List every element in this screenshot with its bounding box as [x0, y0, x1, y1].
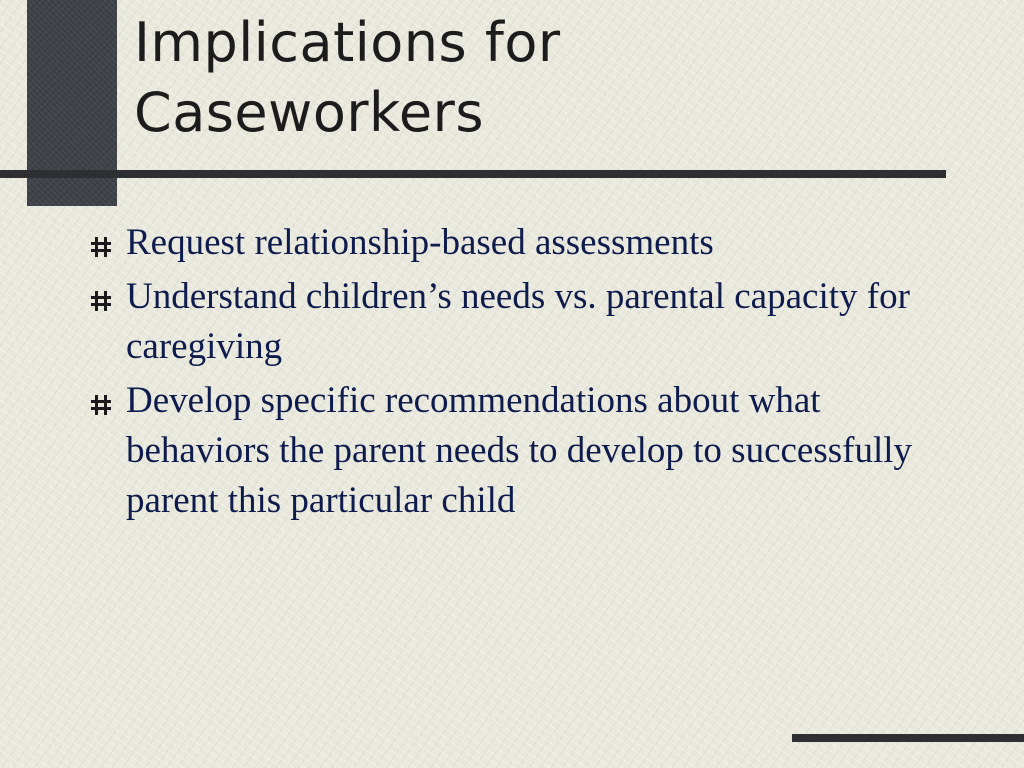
slide-title-line-2: Caseworkers — [134, 81, 484, 144]
title-underline-rule — [0, 170, 946, 178]
bullet-text: Understand children’s needs vs. parental capacity for caregiving — [126, 276, 910, 367]
bullet-text: Develop specific recommendations about what behaviors the parent needs to develop to successfully parent this particular child — [126, 380, 913, 521]
slide-title — [134, 8, 561, 148]
hash-bullet-icon — [90, 394, 112, 416]
hash-bullet-icon — [90, 236, 112, 258]
bullet-text: Request relationship-based assessments — [126, 222, 714, 263]
bottom-accent-rule — [792, 734, 1024, 742]
hash-bullet-icon — [90, 290, 112, 312]
slide-title-line-1: Implications for — [134, 11, 561, 74]
bullet-item-request-assessments — [90, 218, 960, 268]
bullet-list — [90, 218, 960, 530]
bullet-item-understand-needs — [90, 272, 960, 372]
bullet-item-develop-recommendations — [90, 376, 960, 526]
